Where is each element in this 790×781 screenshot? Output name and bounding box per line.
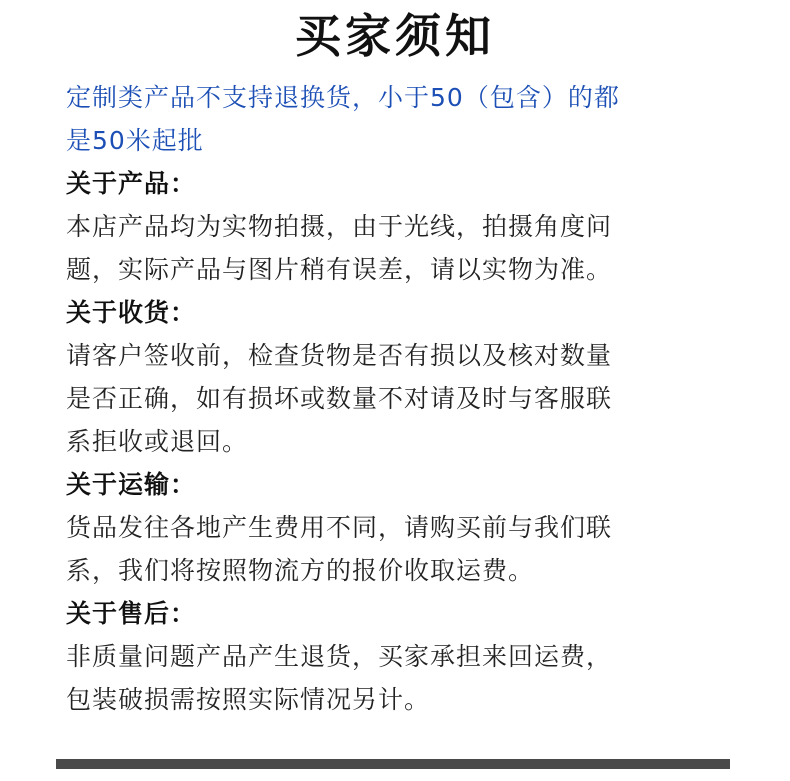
section-heading-product: 关于产品： bbox=[66, 169, 197, 198]
section-shipping-line-1: 货品发往各地产生费用不同，请购买前与我们联 bbox=[66, 513, 613, 542]
section-shipping-line-2: 系，我们将按照物流方的报价收取运费。 bbox=[66, 556, 535, 585]
section-product-line-2: 题，实际产品与图片稍有误差，请以实物为准。 bbox=[66, 255, 613, 284]
page-title: 买家须知 bbox=[295, 9, 495, 63]
bottom-divider-bar bbox=[56, 759, 730, 769]
section-receiving-line-1: 请客户签收前，检查货物是否有损以及核对数量 bbox=[66, 341, 613, 370]
notice-content bbox=[66, 76, 730, 721]
section-after-sales-line-1: 非质量问题产品产生退货，买家承担来回运费， bbox=[66, 642, 613, 671]
section-heading-receiving: 关于收货： bbox=[66, 298, 197, 327]
section-receiving-line-2: 是否正确，如有损坏或数量不对请及时与客服联 bbox=[66, 384, 613, 413]
section-after-sales-line-2: 包装破损需按照实际情况另计。 bbox=[66, 685, 431, 714]
section-heading-after-sales: 关于售后： bbox=[66, 599, 197, 628]
section-product-line-1: 本店产品均为实物拍摄，由于光线，拍摄角度问 bbox=[66, 212, 613, 241]
section-heading-shipping: 关于运输： bbox=[66, 470, 197, 499]
custom-product-notice-line-1: 定制类产品不支持退换货，小于50（包含）的都 bbox=[66, 83, 620, 112]
section-receiving-line-3: 系拒收或退回。 bbox=[66, 427, 249, 456]
custom-product-notice-line-2: 是50米起批 bbox=[66, 126, 204, 155]
